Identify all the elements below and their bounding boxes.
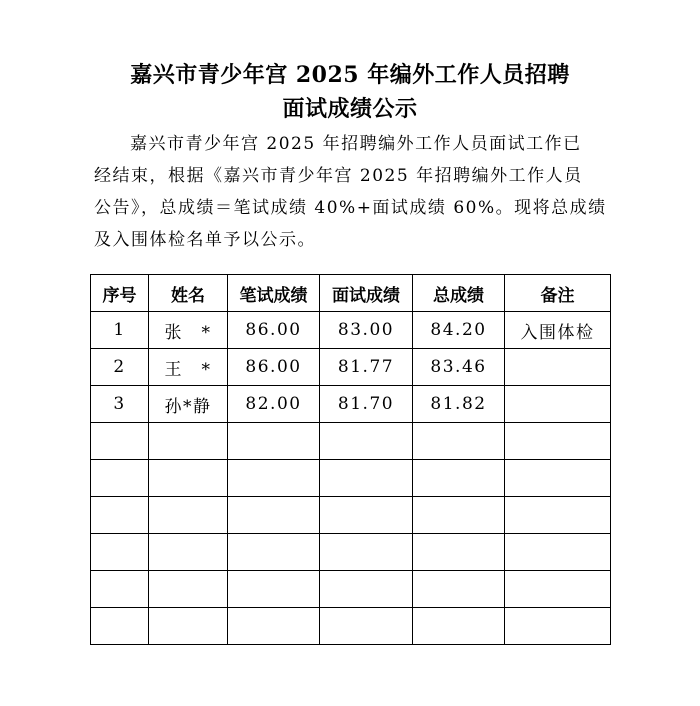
cell-total-score: 81.82 [413, 386, 505, 423]
cell-index: 1 [91, 312, 149, 349]
cell-interview-score: 83.00 [320, 312, 413, 349]
cell-index [91, 423, 149, 460]
cell-interview-score [320, 423, 413, 460]
cell-remark [505, 423, 611, 460]
cell-remark [505, 571, 611, 608]
cell-total-score [413, 608, 505, 645]
cell-name: 王 * [149, 349, 228, 386]
cell-total-score [413, 571, 505, 608]
cell-remark [505, 608, 611, 645]
cell-written-score [228, 534, 320, 571]
cell-index: 3 [91, 386, 149, 423]
cell-written-score: 86.00 [228, 349, 320, 386]
cell-total-score [413, 534, 505, 571]
intro-line-4: 及入围体检名单予以公示。 [94, 230, 316, 250]
table-row [91, 349, 611, 386]
cell-interview-score: 81.77 [320, 349, 413, 386]
cell-remark: 入围体检 [505, 312, 611, 349]
table-row [91, 571, 611, 608]
cell-index [91, 460, 149, 497]
cell-remark [505, 386, 611, 423]
cell-total-score [413, 497, 505, 534]
table-header-row [91, 275, 611, 312]
header-total-score: 总成绩 [413, 275, 505, 312]
cell-total-score [413, 460, 505, 497]
intro-line-2: 经结束，根据《嘉兴市青少年宫 2025 年招聘编外工作人员 [94, 166, 583, 186]
cell-written-score: 82.00 [228, 386, 320, 423]
cell-name: 张 * [149, 312, 228, 349]
cell-total-score: 84.20 [413, 312, 505, 349]
intro-paragraph [94, 128, 614, 256]
cell-name [149, 497, 228, 534]
cell-index [91, 497, 149, 534]
cell-remark [505, 534, 611, 571]
table-row [91, 608, 611, 645]
cell-index [91, 534, 149, 571]
table-row [91, 497, 611, 534]
header-name: 姓名 [149, 275, 228, 312]
cell-name [149, 608, 228, 645]
cell-interview-score [320, 460, 413, 497]
cell-written-score [228, 423, 320, 460]
cell-total-score [413, 423, 505, 460]
cell-index [91, 608, 149, 645]
cell-interview-score [320, 534, 413, 571]
cell-total-score: 83.46 [413, 349, 505, 386]
header-written-score: 笔试成绩 [228, 275, 320, 312]
cell-written-score [228, 571, 320, 608]
cell-name [149, 534, 228, 571]
intro-line-1: 嘉兴市青少年宫 2025 年招聘编外工作人员面试工作已 [130, 134, 582, 154]
cell-remark [505, 349, 611, 386]
table-row [91, 534, 611, 571]
cell-name [149, 460, 228, 497]
cell-name [149, 423, 228, 460]
header-index: 序号 [91, 275, 149, 312]
document-title-line1: 嘉兴市青少年宫 2025 年编外工作人员招聘 [130, 62, 570, 88]
cell-index: 2 [91, 349, 149, 386]
header-interview-score: 面试成绩 [320, 275, 413, 312]
cell-name: 孙*静 [149, 386, 228, 423]
cell-written-score: 86.00 [228, 312, 320, 349]
table-row [91, 386, 611, 423]
cell-written-score [228, 608, 320, 645]
header-remark: 备注 [505, 275, 611, 312]
cell-written-score [228, 460, 320, 497]
cell-name [149, 571, 228, 608]
score-table [90, 274, 611, 645]
table-row [91, 312, 611, 349]
cell-interview-score [320, 608, 413, 645]
intro-line-3: 公告》，总成绩＝笔试成绩 40%+面试成绩 60%。现将总成绩 [94, 198, 607, 218]
cell-written-score [228, 497, 320, 534]
table-row [91, 460, 611, 497]
cell-index [91, 571, 149, 608]
cell-interview-score [320, 571, 413, 608]
document-title-line2: 面试成绩公示 [282, 96, 418, 122]
cell-remark [505, 497, 611, 534]
cell-remark [505, 460, 611, 497]
table-row [91, 423, 611, 460]
cell-interview-score [320, 497, 413, 534]
cell-interview-score: 81.70 [320, 386, 413, 423]
